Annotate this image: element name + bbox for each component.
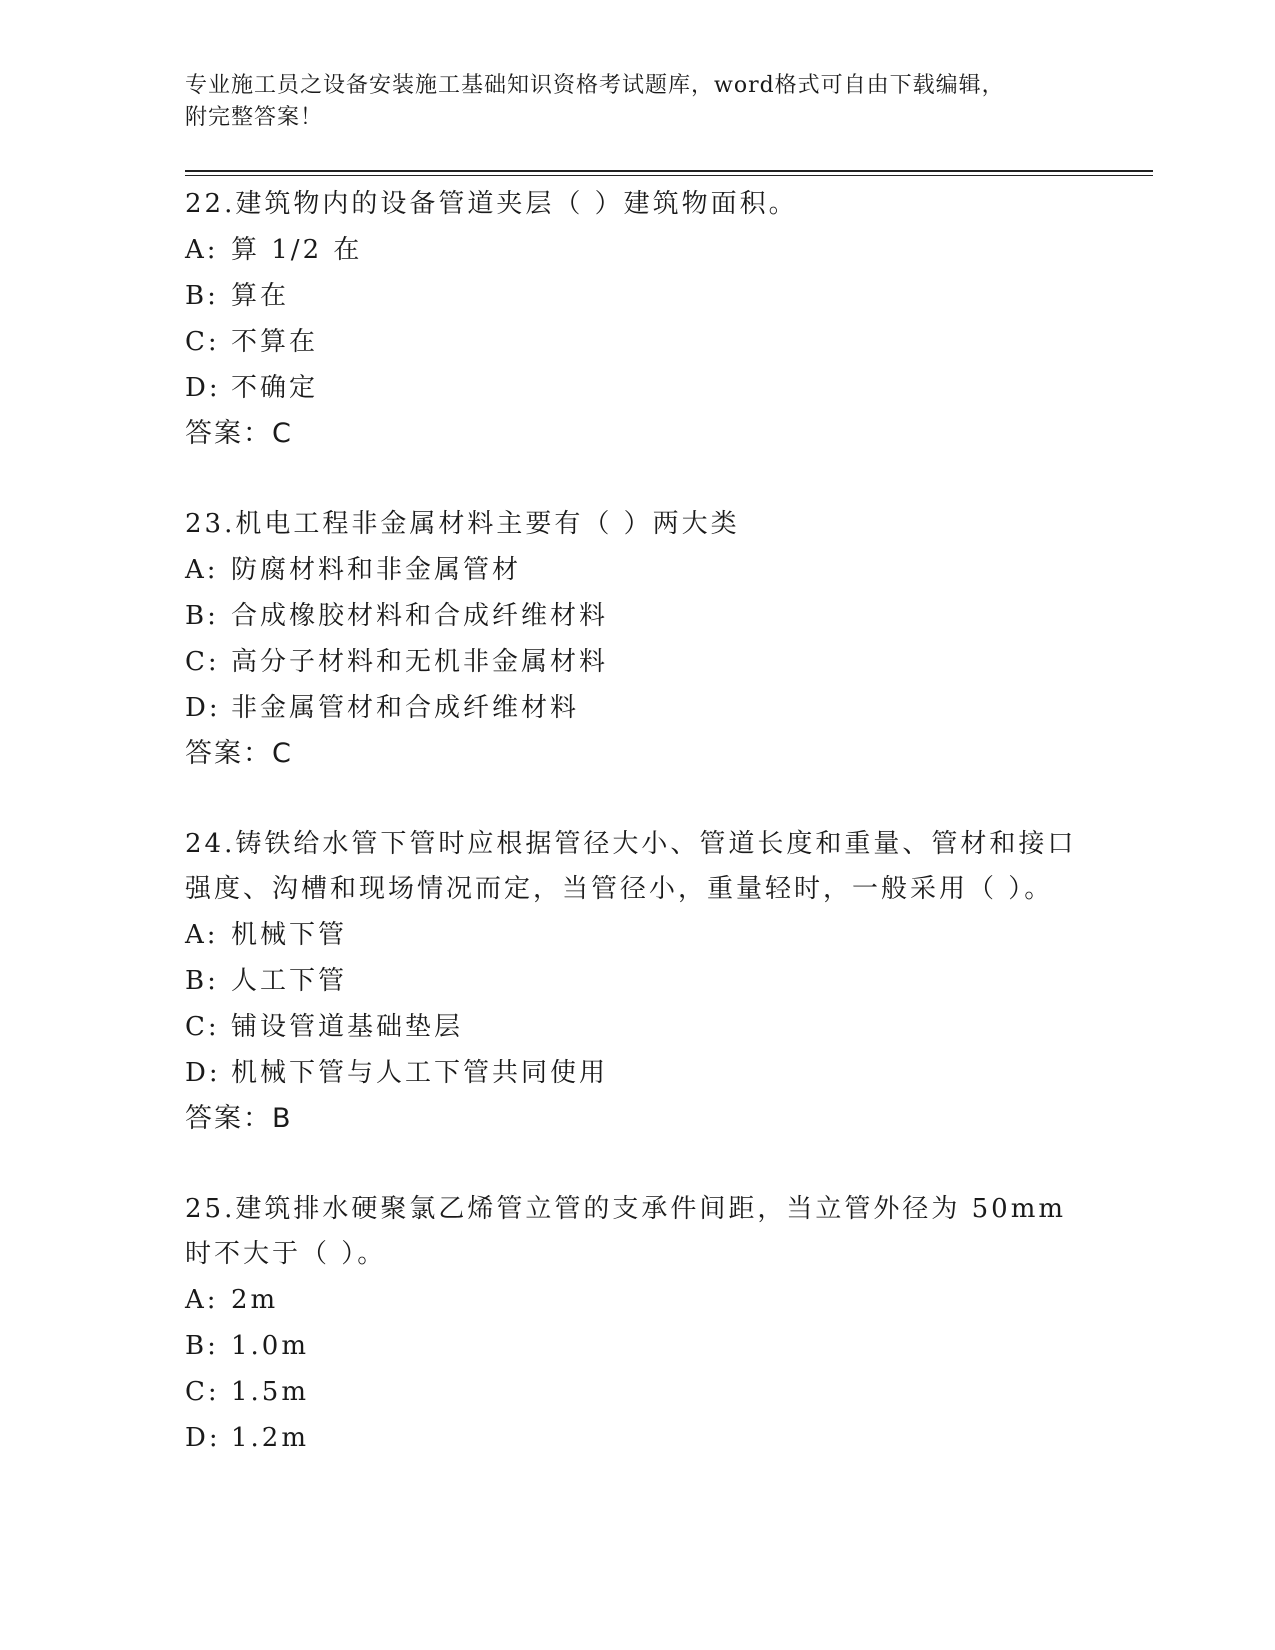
option-key: D: (185, 693, 221, 723)
option-text: 不算在 (231, 327, 319, 357)
option-key: B: (185, 1331, 219, 1361)
header-divider (185, 170, 1153, 176)
answer: 答案：B (185, 1103, 293, 1134)
option-text: 高分子材料和无机非金属材料 (231, 647, 609, 677)
option-key: C: (185, 327, 220, 357)
option-b (185, 273, 1155, 319)
option-d (185, 365, 1155, 411)
answer: 答案：C (185, 418, 293, 449)
option-text: 人工下管 (231, 966, 348, 996)
question-22 (185, 182, 1155, 457)
option-d (185, 1050, 1155, 1096)
header-note-line1: 专业施工员之设备安装施工基础知识资格考试题库，word格式可自由下载编辑， (185, 73, 1005, 98)
option-text: 防腐材料和非金属管材 (231, 555, 522, 585)
spacer (185, 777, 1155, 822)
option-key: B: (185, 601, 219, 631)
option-key: B: (185, 281, 219, 311)
option-key: A: (185, 555, 219, 585)
option-key: D: (185, 1423, 221, 1453)
question-stem: 25.建筑排水硬聚氯乙烯管立管的支承件间距，当立管外径为 50mm 时不大于（ ）。 (185, 1194, 1067, 1269)
option-text: 机械下管与人工下管共同使用 (231, 1058, 609, 1088)
option-text: 算 1/2 在 (231, 235, 363, 265)
option-text: 非金属管材和合成纤维材料 (231, 693, 580, 723)
option-b (185, 958, 1155, 1004)
document-page (185, 70, 1155, 1461)
option-text: 铺设管道基础垫层 (231, 1012, 464, 1042)
option-d (185, 1415, 1155, 1461)
option-c (185, 639, 1155, 685)
option-c (185, 1004, 1155, 1050)
question-stem: 24.铸铁给水管下管时应根据管径大小、管道长度和重量、管材和接口强度、沟槽和现场情况而定，当管径小，重量轻时，一般采用（ ）。 (185, 829, 1077, 904)
option-key: D: (185, 1058, 221, 1088)
option-d (185, 685, 1155, 731)
option-b (185, 593, 1155, 639)
option-key: A: (185, 920, 219, 950)
option-key: C: (185, 1012, 220, 1042)
option-text: 合成橡胶材料和合成纤维材料 (231, 601, 609, 631)
answer: 答案：C (185, 738, 293, 769)
option-a (185, 1277, 1155, 1323)
question-25 (185, 1187, 1155, 1461)
option-text: 2m (231, 1285, 279, 1315)
question-24 (185, 822, 1155, 1142)
option-key: A: (185, 1285, 219, 1315)
option-a (185, 227, 1155, 273)
option-text: 算在 (231, 281, 290, 311)
question-stem: 22.建筑物内的设备管道夹层（ ）建筑物面积。 (185, 189, 798, 219)
option-text: 1.0m (231, 1331, 310, 1361)
option-text: 1.5m (231, 1377, 310, 1407)
option-a (185, 547, 1155, 593)
spacer (185, 457, 1155, 502)
option-text: 机械下管 (231, 920, 348, 950)
spacer (185, 1142, 1155, 1187)
option-c (185, 319, 1155, 365)
option-text: 1.2m (231, 1423, 310, 1453)
question-23 (185, 502, 1155, 777)
option-key: A: (185, 235, 219, 265)
option-key: B: (185, 966, 219, 996)
option-c (185, 1369, 1155, 1415)
header-note-line2: 附完整答案！ (185, 105, 324, 130)
option-a (185, 912, 1155, 958)
option-text: 不确定 (231, 373, 319, 403)
header-note (185, 70, 1065, 134)
option-key: C: (185, 1377, 220, 1407)
option-key: C: (185, 647, 220, 677)
question-stem: 23.机电工程非金属材料主要有（ ）两大类 (185, 509, 740, 539)
option-b (185, 1323, 1155, 1369)
option-key: D: (185, 373, 221, 403)
